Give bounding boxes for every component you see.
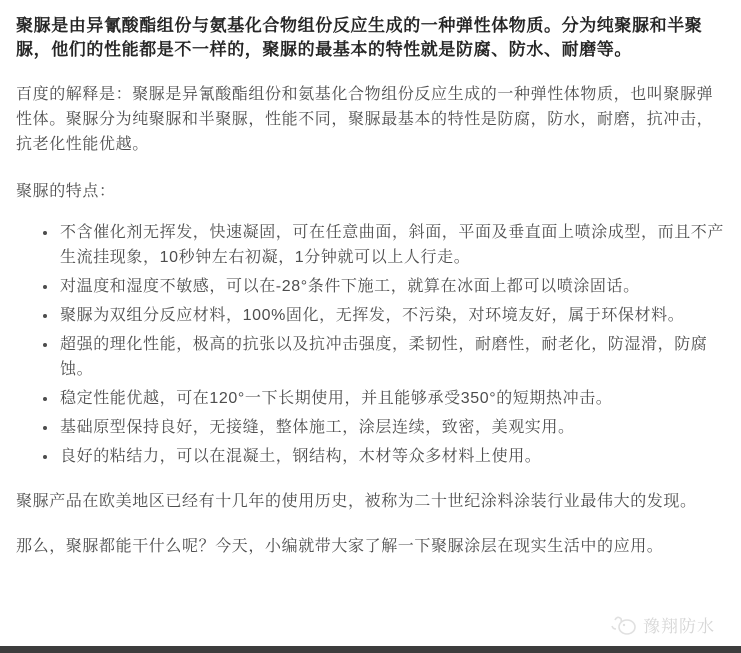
features-list — [16, 220, 725, 469]
feature-item-3: • 聚脲为双组分反应材料，100%固化，无挥发，不污染，对环境友好，属于环保材料。 — [58, 303, 725, 328]
watermark — [609, 612, 715, 637]
baidu-definition-paragraph: 百度的解释是：聚脲是异氰酸酯组份和氨基化合物组份反应生成的一种弹性体物质，也叫聚脲弹性体。聚脲分为纯聚脲和半聚脲，性能不同，聚脲最基本的特性是防腐，防水，耐磨，抗冲击，抗老化性能优越。 — [16, 86, 714, 153]
feature-item-7: • 良好的粘结力，可以在混凝土，钢结构，木材等众多材料上使用。 — [58, 444, 725, 469]
closing-paragraph: 那么，聚脲都能干什么呢？今天，小编就带大家了解一下聚脲涂层在现实生活中的应用。 — [16, 538, 664, 555]
feature-item-5: • 稳定性能优越，可在120°一下长期使用，并且能够承受350°的短期热冲击。 — [58, 386, 725, 411]
history-paragraph: 聚脲产品在欧美地区已经有十几年的使用历史，被称为二十世纪涂料涂装行业最伟大的发现。 — [16, 493, 697, 510]
feature-item-6: • 基础原型保持良好，无接缝，整体施工，涂层连续，致密，美观实用。 — [58, 415, 725, 440]
feature-item-4: • 超强的理化性能，极高的抗张以及抗冲击强度，柔韧性，耐磨性，耐老化，防湿滑，防腐蚀。 — [58, 332, 725, 382]
feature-item-1: • 不含催化剂无挥发，快速凝固，可在任意曲面，斜面，平面及垂直面上喷涂成型，而且不产生流挂现象，10秒钟左右初凝，1分钟就可以上人行走。 — [58, 220, 725, 270]
features-heading: 聚脲的特点： — [16, 183, 116, 200]
watermark-text: 豫翔防水 — [643, 617, 715, 636]
lead-paragraph: 聚脲是由异氰酸酯组份与氨基化合物组份反应生成的一种弹性体物质。分为纯聚脲和半聚脲，他们的性能都是不一样的，聚脲的最基本的特性就是防腐、防水、耐磨等。 — [16, 16, 703, 59]
bottom-divider-bar — [0, 646, 741, 653]
feature-item-2: • 对温度和湿度不敏感，可以在-28°条件下施工，就算在冰面上都可以喷涂固话。 — [58, 274, 725, 299]
brand-doodle-icon — [609, 614, 639, 636]
